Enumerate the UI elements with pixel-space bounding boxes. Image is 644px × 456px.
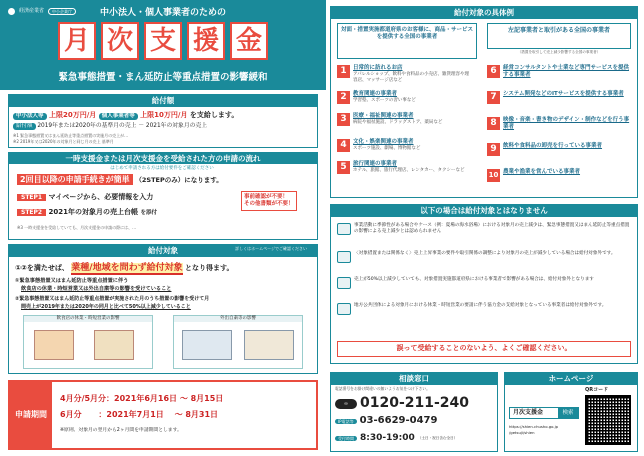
item-number: 1 <box>337 65 350 78</box>
condition1b: 飲食店の休業・時短営業又は外出自粛等の影響を受けていること <box>21 286 172 292</box>
flow-simple: 2回目以降の申請手続きが簡単 <box>17 174 133 185</box>
period-row2c: ～ 8月31日 <box>174 410 219 419</box>
image-outing <box>173 315 303 369</box>
left-head: 対面・措置実施都道府県のお客様に、商品・サービスを提供する全国の事業者 <box>337 23 477 59</box>
flow-section <box>8 152 318 240</box>
examples-bar: 給付対象の具体例 <box>331 7 637 19</box>
header <box>0 0 326 90</box>
qr-code[interactable] <box>585 395 631 445</box>
item-title: 飲料や食料品の卸売を行っている事業者 <box>503 143 603 149</box>
item-number: 10 <box>487 169 500 182</box>
example-item <box>337 113 478 126</box>
title-char: 次 <box>101 22 139 60</box>
example-item <box>487 169 635 182</box>
target-bar: 給付対象 <box>9 245 317 257</box>
condition1: ①緊急事態措置又はまん延防止等重点措置に伴う <box>15 278 129 284</box>
period-row2b: ：2021年7月1日 <box>98 410 164 419</box>
image-restaurant <box>23 315 153 369</box>
period-label: 申請期間 <box>10 382 52 448</box>
excluded-item <box>337 223 633 235</box>
title-char: 援 <box>187 22 225 60</box>
building-icon <box>337 277 351 289</box>
corp-amount: 上限20万円/月 <box>48 111 97 119</box>
url-line1[interactable]: https://shien.chusho.go.jp <box>509 424 559 429</box>
item-number: 5 <box>337 161 350 174</box>
corp-label: 中小法人等 <box>13 113 47 120</box>
examples-section <box>330 6 638 198</box>
freedial-number[interactable]: 0120-211-240 <box>360 395 470 411</box>
contact-section <box>330 372 498 452</box>
example-item <box>337 65 473 83</box>
item-desc: ホテル、旅館、旅行代理店、レンタカー、タクシーなど <box>353 167 465 173</box>
building-illustration <box>244 330 294 360</box>
period-row2a: 6月分 <box>60 410 82 419</box>
excluded-bar: 以下の場合は給付対象とはなりません <box>331 205 637 217</box>
amount-section <box>8 94 318 148</box>
qr-label: QRコード <box>585 387 609 393</box>
item-number: 3 <box>337 113 350 126</box>
example-item <box>487 117 635 131</box>
indiv-amount: 上限10万円/月 <box>140 111 188 119</box>
search-box[interactable] <box>509 407 579 419</box>
amount-note1: ※1 緊急事態措置又はまん延防止等重点措置の実施月の売上が… <box>13 133 129 138</box>
item-number: 7 <box>487 91 500 104</box>
example-item <box>487 65 635 79</box>
header-subtitle: 中小法人・個人事業者のための <box>99 8 226 18</box>
item-number: 6 <box>487 65 500 78</box>
right-head: 左記事業者と取引がある全国の事業者 <box>487 23 631 49</box>
header-subtitle2: 緊急事態措置・まん延防止等重点措置の影響緩和 <box>58 72 268 83</box>
example-item <box>337 91 416 104</box>
indiv-label: 個人事業者等 <box>99 113 138 120</box>
target-section <box>8 244 318 374</box>
amount-note2: ※2 2019年又は2020年の対象月と同じ月の売上 基準月 <box>13 139 114 144</box>
step2-tail: を添付 <box>140 210 157 216</box>
target-lead2: 業種/地域を問わず給付対象 <box>71 263 183 273</box>
shop-illustration <box>94 330 134 360</box>
url-line2[interactable]: /getsuji/shien <box>509 430 535 435</box>
excluded-item <box>337 277 633 289</box>
item-title: 映像・音楽・書き物のデザイン・制作などを行う事業者 <box>503 117 630 130</box>
amount-bar: 給付額 <box>9 95 317 107</box>
period-row1b: ～ 8月15日 <box>179 394 224 403</box>
excluded-text: 事業活動に季節性がある場合やケース（例：夏場の海水浴場）における対象月の売上減少は、緊急事態措置又はまん延防止等重点措置の影響による売上減少とは認められません <box>354 223 630 235</box>
item-title: 農業や漁業を営んでいる事業者 <box>503 169 581 175</box>
flow-bar: 一時支援金または月次支援金を受給された方の申請の流れ <box>9 153 317 164</box>
step1-label: STEP1 <box>17 194 46 201</box>
item-number: 9 <box>487 143 500 156</box>
search-button[interactable]: 検索 <box>558 408 578 418</box>
period-row1a: 4月分/5月分：2021年6月16日 <box>60 394 178 403</box>
excluded-item <box>337 303 633 315</box>
excluded-text: 〈対象措置または関係なく〉売上上昇事業の要件や取引関係の調整により対象月の売上が減少している場合は給付対象外です。 <box>354 251 616 256</box>
hours-label: 受付時間 <box>335 436 357 441</box>
item-desc: アパレルショップ、飲料や食料品の小売店、雑貨理容や理容店、マッサージ店など <box>353 71 469 83</box>
flow-steps-note: （2STEPのみ）になります。 <box>135 176 223 184</box>
excluded-item <box>337 251 633 263</box>
condition2b: 間売上が2019年または2020年の同月と比べて50%以上減少していること <box>21 304 191 310</box>
logo-text: 経済産業省 <box>19 8 45 15</box>
target-lead3: となり得ます。 <box>185 264 234 272</box>
flow-bar2: はじめて申請される方は給付要件をご確認ください <box>110 166 214 171</box>
ip-label: IP電話等 <box>335 419 357 424</box>
amount-tail: を支給します。 <box>189 111 239 119</box>
item-number: 8 <box>487 117 500 130</box>
example-item <box>487 143 635 156</box>
period-note: ※原則、対象月の翌月から2ヶ月間を申請期間とします。 <box>60 428 182 433</box>
item-number: 2 <box>337 91 350 104</box>
contact-desc: 電話番号をお掛け間違いの無いようお気をつけ下さい。 <box>335 386 430 391</box>
item-title: 旅行関連の事業者 <box>353 161 398 167</box>
example-item <box>487 91 635 104</box>
example-item <box>337 161 473 174</box>
item-title: 日常的に訪れるお店 <box>353 65 403 71</box>
item-title: システム開発などのITサービスを提供する事業者 <box>503 91 624 97</box>
right-sub: （措置を取引して売上減少影響する全国の事業者） <box>517 50 601 54</box>
item-desc: スポーツ施設、劇場、博物館など <box>353 145 421 151</box>
callout2: その他書類が不要！ <box>244 200 294 207</box>
formula-label: 給付額 <box>13 123 36 130</box>
image1-label: 飲食店の休業・時短営業の影響 <box>24 316 152 322</box>
excluded-text: 地方公共団体による対象月における休業・時短営業の要請に伴う協力金の支給対象となっている事業者は給付対象外です。 <box>354 303 607 308</box>
title-char: 金 <box>230 22 268 60</box>
agency-badge: 中小企業庁 <box>48 8 76 15</box>
government-icon <box>337 303 351 315</box>
title-char: 月 <box>58 22 96 60</box>
search-text: 月次支援金 <box>513 409 544 416</box>
ip-number[interactable]: 03-6629-0479 <box>359 415 438 426</box>
step2-label: STEP2 <box>17 209 46 216</box>
shop-illustration <box>34 330 74 360</box>
freedial-icon: ∞ <box>335 399 357 409</box>
example-item <box>337 139 420 152</box>
target-bar2: 詳しくはホームページでご確認ください <box>235 246 307 251</box>
condition2: ②緊急事態措置又はまん延防止等重点措置が実施された月のうち措置の影響を受けて月 <box>15 296 210 302</box>
step1-text: マイページから、必要情報を入力 <box>48 193 154 201</box>
warning-text: 誤って受給することのないよう、よくご確認ください。 <box>337 341 631 357</box>
title-char: 支 <box>144 22 182 60</box>
excluded-section <box>330 204 638 364</box>
item-title: 文化・娯楽関連の事業者 <box>353 139 414 145</box>
period-section <box>8 380 318 450</box>
flow-note: ※3 一時支援金を受給していても、月次支援金の申請の際には、… <box>17 225 137 230</box>
homepage-bar: ホームページ <box>505 373 637 385</box>
calendar-icon <box>337 223 351 235</box>
building-illustration <box>182 330 232 360</box>
item-title: 教育関連の事業者 <box>353 91 398 97</box>
item-desc: 学習塾、スポーツの習い事など <box>353 97 416 103</box>
step2-text: 2021年の対象月の売上台帳 <box>48 208 139 216</box>
item-title: 医療・福祉関連の事業者 <box>353 113 414 119</box>
formula-text: 2019年または2020年の基準月の売上 － 2021年の対象月の売上 <box>37 123 208 129</box>
item-title: 経営コンサルタントや士業など専門サービスを提供する事業者 <box>503 65 630 78</box>
contact-bar: 相談窓口 <box>331 373 497 385</box>
excluded-text: 売上が50%以上減少していても、対象措置実施都道府県における事業者で影響がある場合は、給付対象外となります <box>354 277 594 282</box>
image2-label: 外出自粛等の影響 <box>174 316 302 322</box>
chart-icon <box>337 251 351 263</box>
hours-note: （土日・祝日含む全日） <box>417 436 458 441</box>
hours-value: 8:30-19:00 <box>360 433 415 443</box>
target-lead1: ①②を満たせば、 <box>15 264 69 272</box>
item-desc: 病院や福祉施設、ドラッグストア、薬局など <box>353 119 443 125</box>
item-number: 4 <box>337 139 350 152</box>
homepage-section <box>504 372 638 452</box>
callout1: 事前確認が不要！ <box>244 194 289 200</box>
